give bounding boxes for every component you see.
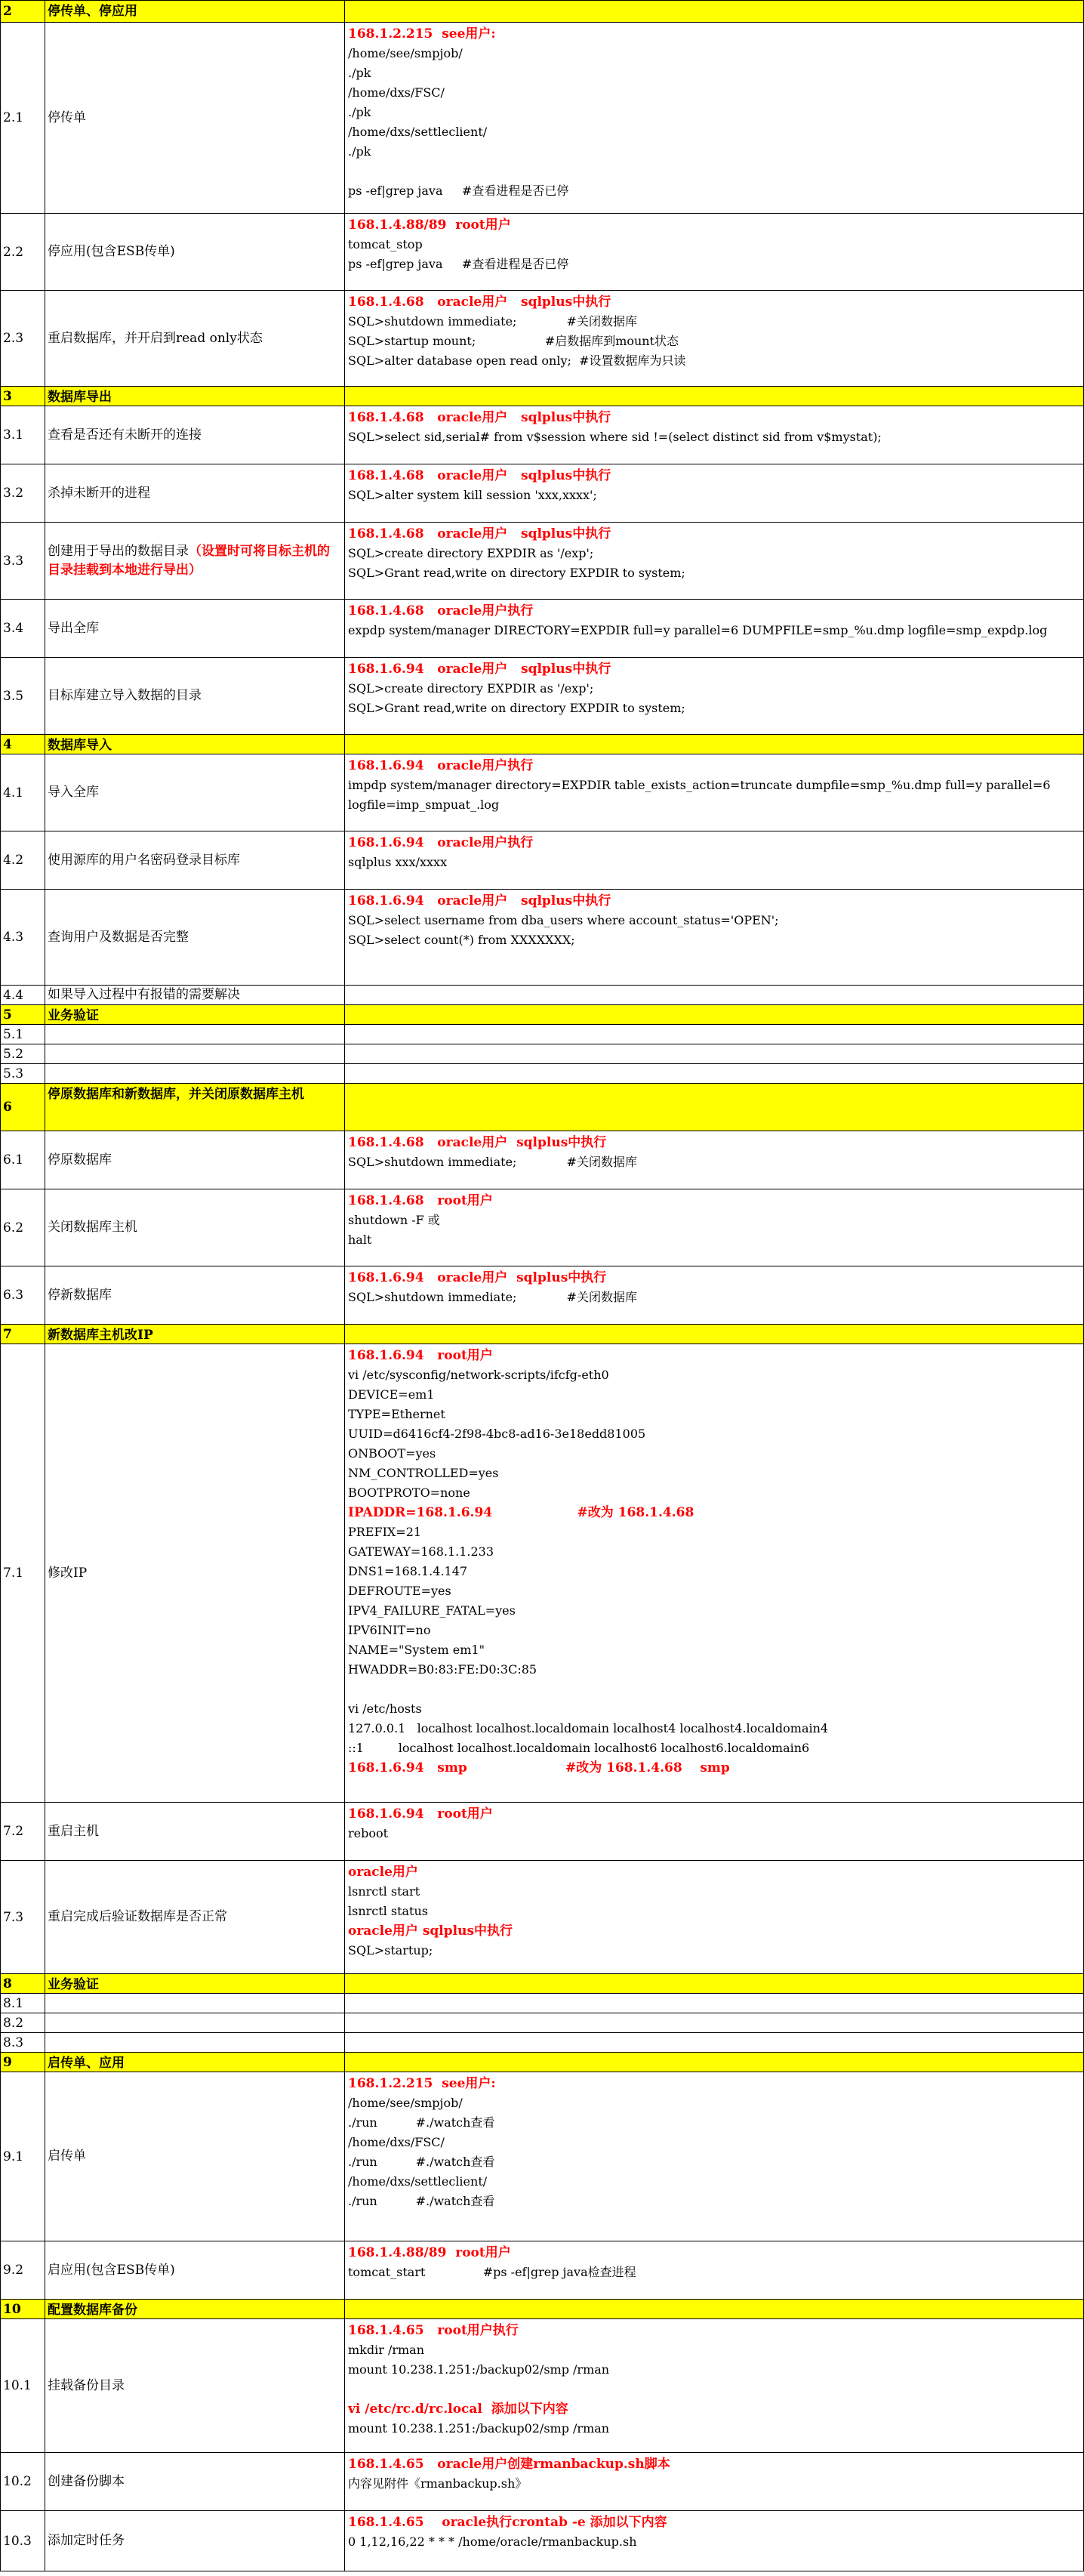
command-cell bbox=[345, 1084, 1084, 1131]
step-title bbox=[45, 600, 345, 657]
command-cell bbox=[345, 2319, 1084, 2452]
step-row bbox=[0, 600, 1084, 658]
command-line: vi /etc/sysconfig/network-scripts/ifcfg-eth0 bbox=[348, 1368, 609, 1382]
section-title bbox=[45, 2300, 345, 2318]
command-line: SQL>select count(*) from XXXXXXX; bbox=[348, 933, 575, 947]
step-number: 8 bbox=[0, 1974, 45, 1993]
command-line: lsnrctl start bbox=[348, 1884, 420, 1899]
step-number: 6.3 bbox=[0, 1266, 45, 1324]
step-title bbox=[45, 1189, 345, 1266]
section-row bbox=[0, 1084, 1084, 1131]
command-line: 127.0.0.1 localhost localhost.localdomain localhost4 localhost4.localdomain4 bbox=[348, 1721, 829, 1735]
step-row bbox=[0, 2013, 1084, 2033]
host-user-line: 168.1.4.68 oracle用户 sqlplus中执行 bbox=[348, 295, 611, 310]
step-number: 8.1 bbox=[0, 1994, 45, 2013]
host-user-line: oracle用户 bbox=[348, 1865, 418, 1880]
command-line: ./pk bbox=[348, 66, 371, 80]
step-title-text: 目标库建立导入数据的目录 bbox=[48, 688, 202, 703]
step-title-text: 停应用(包含ESB传单) bbox=[48, 244, 175, 259]
command-line: ps -ef|grep java #查看进程是否已停 bbox=[348, 257, 569, 271]
step-title-text: 停原数据库 bbox=[48, 1152, 112, 1168]
section-title bbox=[45, 1, 345, 22]
command-cell bbox=[345, 464, 1084, 522]
command-line: HWADDR=B0:83:FE:D0:3C:85 bbox=[348, 1662, 537, 1677]
step-title-text: 导出全库 bbox=[48, 620, 99, 636]
step-number: 3.1 bbox=[0, 406, 45, 464]
step-number: 2.1 bbox=[0, 23, 45, 213]
step-row bbox=[0, 1044, 1084, 1064]
step-number: 9 bbox=[0, 2053, 45, 2072]
command-line: DEFROUTE=yes bbox=[348, 1584, 451, 1598]
step-title bbox=[45, 2453, 345, 2510]
command-cell bbox=[345, 1064, 1084, 1083]
step-title bbox=[45, 464, 345, 522]
step-title-text: 挂载备份目录 bbox=[48, 2377, 125, 2393]
command-line: shutdown -F 或 bbox=[348, 1213, 440, 1227]
command-cell bbox=[345, 406, 1084, 464]
command-line: SQL>alter system kill session 'xxx,xxxx'; bbox=[348, 488, 597, 502]
step-row bbox=[0, 986, 1084, 1005]
step-row bbox=[0, 464, 1084, 523]
command-line: PREFIX=21 bbox=[348, 1525, 422, 1539]
step-title bbox=[45, 1025, 345, 1044]
step-number: 8.3 bbox=[0, 2033, 45, 2052]
step-row bbox=[0, 1064, 1084, 1084]
step-number: 6.2 bbox=[0, 1189, 45, 1266]
step-number: 2.2 bbox=[0, 214, 45, 290]
command-cell bbox=[345, 1005, 1084, 1024]
step-row bbox=[0, 2511, 1084, 2571]
step-row bbox=[0, 658, 1084, 735]
step-number: 3 bbox=[0, 387, 45, 406]
command-cell bbox=[345, 1974, 1084, 1993]
command-line: IPV6INIT=no bbox=[348, 1623, 431, 1637]
step-number: 5.2 bbox=[0, 1044, 45, 1063]
command-line bbox=[348, 2380, 1080, 2399]
host-user-line: 168.1.6.94 oracle用户执行 bbox=[348, 835, 534, 850]
step-row bbox=[0, 754, 1084, 831]
step-number: 9.1 bbox=[0, 2072, 45, 2241]
command-line bbox=[348, 1680, 1080, 1699]
command-line: ps -ef|grep java #查看进程是否已停 bbox=[348, 184, 569, 198]
command-cell bbox=[345, 2300, 1084, 2318]
command-cell bbox=[345, 2013, 1084, 2032]
command-line: ./run #./watch查看 bbox=[348, 2155, 495, 2169]
command-line: ./run #./watch查看 bbox=[348, 2194, 495, 2208]
step-number: 5.1 bbox=[0, 1025, 45, 1044]
command-line: NM_CONTROLLED=yes bbox=[348, 1466, 499, 1480]
step-title-text: 停传单、停应用 bbox=[48, 4, 137, 19]
step-number: 4.4 bbox=[0, 986, 45, 1004]
step-number: 9.2 bbox=[0, 2241, 45, 2299]
command-cell bbox=[345, 1266, 1084, 1324]
step-number: 6.1 bbox=[0, 1131, 45, 1189]
command-line: expdp system/manager DIRECTORY=EXPDIR full=y parallel=6 DUMPFILE=smp_%u.dmp logfile=smp_expdp.log bbox=[348, 623, 1048, 637]
section-row bbox=[0, 1005, 1084, 1025]
step-number: 3.2 bbox=[0, 464, 45, 522]
host-user-line: 168.1.4.65 oracle执行crontab -e 添加以下内容 bbox=[348, 2515, 667, 2530]
command-line: SQL>shutdown immediate; #关闭数据库 bbox=[348, 314, 637, 329]
step-row bbox=[0, 214, 1084, 291]
section-title bbox=[45, 735, 345, 754]
host-user-line: 168.1.4.88/89 root用户 bbox=[348, 2245, 511, 2260]
command-line: /home/dxs/settleclient/ bbox=[348, 2174, 488, 2189]
command-line: mount 10.238.1.251:/backup02/smp /rman bbox=[348, 2362, 610, 2377]
step-title bbox=[45, 2072, 345, 2241]
step-title-text: 停传单 bbox=[48, 110, 86, 125]
section-row bbox=[0, 735, 1084, 754]
step-number: 6 bbox=[0, 1084, 45, 1131]
command-cell bbox=[345, 1025, 1084, 1044]
section-row bbox=[0, 387, 1084, 406]
step-title-text: 修改IP bbox=[48, 1565, 88, 1581]
command-cell bbox=[345, 23, 1084, 213]
step-row bbox=[0, 1189, 1084, 1266]
step-number: 3.4 bbox=[0, 600, 45, 657]
step-number: 10.3 bbox=[0, 2511, 45, 2571]
step-title-text: 重启数据库，并开启到read only状态 bbox=[48, 330, 263, 346]
step-title-text: 停原数据库和新数据库，并关闭原数据库主机 bbox=[48, 1087, 304, 1102]
command-line: ./run #./watch查看 bbox=[348, 2115, 495, 2130]
command-line: SQL>select sid,serial# from v$session where sid !=(select distinct sid from v$mystat); bbox=[348, 430, 882, 444]
step-title bbox=[45, 2241, 345, 2299]
command-line: /home/see/smpjob/ bbox=[348, 46, 463, 60]
step-number: 7.2 bbox=[0, 1803, 45, 1860]
step-title bbox=[45, 1803, 345, 1860]
step-title bbox=[45, 2013, 345, 2032]
command-line: reboot bbox=[348, 1826, 389, 1840]
command-cell bbox=[345, 214, 1084, 290]
command-cell bbox=[345, 831, 1084, 889]
host-user-line: 168.1.4.68 root用户 bbox=[348, 1193, 493, 1208]
step-row bbox=[0, 1266, 1084, 1325]
step-title-text: 停新数据库 bbox=[48, 1287, 112, 1303]
command-cell bbox=[345, 1803, 1084, 1860]
step-number: 4.3 bbox=[0, 890, 45, 985]
step-title bbox=[45, 291, 345, 386]
step-number: 4 bbox=[0, 735, 45, 754]
host-user-line: 168.1.2.215 see用户: bbox=[348, 2076, 496, 2091]
step-title-text: 重启主机 bbox=[48, 1823, 99, 1839]
step-title bbox=[45, 986, 345, 1004]
host-user-line: 168.1.4.88/89 root用户 bbox=[348, 217, 511, 233]
command-line: mkdir /rman bbox=[348, 2343, 425, 2357]
host-user-line: oracle用户 sqlplus中执行 bbox=[348, 1924, 513, 1939]
command-line: UUID=d6416cf4-2f98-4bc8-ad16-3e18edd81005 bbox=[348, 1427, 646, 1441]
section-title bbox=[45, 1084, 345, 1131]
command-cell bbox=[345, 1325, 1084, 1344]
step-title bbox=[45, 831, 345, 889]
command-line: SQL>select username from dba_users where account_status='OPEN'; bbox=[348, 913, 779, 927]
command-line: SQL>create directory EXPDIR as '/exp'; bbox=[348, 546, 594, 560]
step-row bbox=[0, 523, 1084, 600]
step-title-text: 数据库导入 bbox=[48, 738, 112, 753]
host-user-line: vi /etc/rc.d/rc.local 添加以下内容 bbox=[348, 2402, 568, 2417]
host-user-line: 168.1.4.68 oracle用户 sqlplus中执行 bbox=[348, 410, 611, 425]
step-title-text: 启应用(包含ESB传单) bbox=[48, 2262, 175, 2278]
command-line: mount 10.238.1.251:/backup02/smp /rman bbox=[348, 2421, 610, 2436]
host-user-line: 168.1.6.94 oracle用户执行 bbox=[348, 758, 534, 773]
step-title-note: （设置时可将目标主机的目录挂载到本地进行导出） bbox=[48, 543, 330, 578]
step-title-text: 使用源库的用户名密码登录目标库 bbox=[48, 852, 240, 868]
command-cell bbox=[345, 1044, 1084, 1063]
host-user-line: 168.1.4.65 root用户执行 bbox=[348, 2323, 519, 2338]
step-title-text: 数据库导出 bbox=[48, 390, 112, 405]
command-cell bbox=[345, 986, 1084, 1004]
command-cell bbox=[345, 735, 1084, 754]
step-title-text: 业务验证 bbox=[48, 1008, 99, 1023]
step-title bbox=[45, 406, 345, 464]
command-cell bbox=[345, 2033, 1084, 2052]
command-line: impdp system/manager directory=EXPDIR table_exists_action=truncate dumpfile=smp_%u.dmp full=y parallel=6 logfile=imp_smpuat_.log bbox=[348, 778, 1055, 812]
step-row bbox=[0, 291, 1084, 387]
step-number: 7.1 bbox=[0, 1344, 45, 1802]
command-cell bbox=[345, 2053, 1084, 2072]
command-line: DNS1=168.1.4.147 bbox=[348, 1564, 468, 1578]
step-row bbox=[0, 831, 1084, 890]
host-user-line: 168.1.4.68 oracle用户 sqlplus中执行 bbox=[348, 1135, 607, 1150]
step-row bbox=[0, 2453, 1084, 2511]
command-cell bbox=[345, 523, 1084, 599]
command-line: DEVICE=em1 bbox=[348, 1387, 435, 1402]
command-line: ./pk bbox=[348, 105, 371, 119]
command-cell bbox=[345, 2511, 1084, 2571]
command-cell bbox=[345, 890, 1084, 985]
step-title bbox=[45, 1861, 345, 1973]
step-title bbox=[45, 2033, 345, 2052]
step-number: 3.3 bbox=[0, 523, 45, 599]
command-cell bbox=[345, 2241, 1084, 2299]
step-title bbox=[45, 1044, 345, 1063]
step-title bbox=[45, 754, 345, 831]
step-number: 3.5 bbox=[0, 658, 45, 734]
command-line: /home/see/smpjob/ bbox=[348, 2096, 463, 2110]
step-title bbox=[45, 2319, 345, 2452]
section-title bbox=[45, 387, 345, 406]
step-row bbox=[0, 2319, 1084, 2453]
command-line: /home/dxs/FSC/ bbox=[348, 85, 445, 100]
section-title bbox=[45, 1974, 345, 1993]
host-user-line: 168.1.2.215 see用户: bbox=[348, 26, 496, 42]
step-title bbox=[45, 1131, 345, 1189]
command-line: /home/dxs/FSC/ bbox=[348, 2135, 445, 2149]
step-title bbox=[45, 1994, 345, 2013]
command-cell bbox=[345, 600, 1084, 657]
command-cell bbox=[345, 658, 1084, 734]
command-line: BOOTPROTO=none bbox=[348, 1485, 470, 1500]
command-cell bbox=[345, 1344, 1084, 1802]
step-row bbox=[0, 406, 1084, 464]
host-user-line: 168.1.6.94 root用户 bbox=[348, 1348, 493, 1363]
command-line: SQL>shutdown immediate; #关闭数据库 bbox=[348, 1290, 637, 1304]
host-user-line: 168.1.6.94 root用户 bbox=[348, 1806, 493, 1822]
command-line: /home/dxs/settleclient/ bbox=[348, 125, 488, 139]
step-title-text: 关闭数据库主机 bbox=[48, 1220, 137, 1235]
section-title bbox=[45, 1325, 345, 1344]
step-row bbox=[0, 890, 1084, 986]
step-number: 7 bbox=[0, 1325, 45, 1344]
step-title-text: 查看是否还有未断开的连接 bbox=[48, 427, 202, 443]
command-cell bbox=[345, 1994, 1084, 2013]
step-title bbox=[45, 658, 345, 734]
command-line: ::1 localhost localhost.localdomain localhost6 localhost6.localdomain6 bbox=[348, 1741, 810, 1755]
step-row bbox=[0, 2072, 1084, 2241]
command-cell bbox=[345, 1131, 1084, 1189]
step-title-text: 如果导入过程中有报错的需要解决 bbox=[48, 987, 240, 1002]
host-user-line: IPADDR=168.1.6.94 #改为 168.1.4.68 bbox=[348, 1505, 694, 1520]
step-title-text: 添加定时任务 bbox=[48, 2533, 125, 2548]
step-number: 5.3 bbox=[0, 1064, 45, 1083]
step-row bbox=[0, 1131, 1084, 1189]
step-title-text: 创建用于导出的数据目录 bbox=[48, 543, 189, 559]
step-title-text: 重启完成后验证数据库是否正常 bbox=[48, 1909, 227, 1924]
step-number: 5 bbox=[0, 1005, 45, 1024]
command-line: tomcat_stop bbox=[348, 237, 423, 251]
section-title bbox=[45, 1005, 345, 1024]
step-title bbox=[45, 1266, 345, 1324]
step-number: 2 bbox=[0, 1, 45, 22]
command-cell bbox=[345, 1, 1084, 22]
command-line: SQL>Grant read,write on directory EXPDIR to system; bbox=[348, 701, 685, 715]
section-row bbox=[0, 2300, 1084, 2319]
command-line: SQL>shutdown immediate; #关闭数据库 bbox=[348, 1155, 637, 1169]
host-user-line: 168.1.4.68 oracle用户 sqlplus中执行 bbox=[348, 526, 611, 541]
step-number: 4.2 bbox=[0, 831, 45, 889]
command-line: ./pk bbox=[348, 144, 371, 159]
command-line: SQL>Grant read,write on directory EXPDIR to system; bbox=[348, 566, 685, 580]
step-title bbox=[45, 523, 345, 599]
command-line: lsnrctl status bbox=[348, 1904, 428, 1918]
step-title-text: 导入全库 bbox=[48, 785, 99, 800]
step-number: 10.2 bbox=[0, 2453, 45, 2510]
step-number: 4.1 bbox=[0, 754, 45, 831]
section-title bbox=[45, 2053, 345, 2072]
step-row bbox=[0, 1344, 1084, 1803]
step-title-text: 查询用户及数据是否完整 bbox=[48, 929, 189, 945]
host-user-line: 168.1.6.94 oracle用户 sqlplus中执行 bbox=[348, 1270, 607, 1285]
command-line: TYPE=Ethernet bbox=[348, 1407, 445, 1421]
section-row bbox=[0, 1325, 1084, 1344]
command-line: sqlplus xxx/xxxx bbox=[348, 855, 448, 869]
command-line: NAME="System em1" bbox=[348, 1643, 485, 1657]
step-number: 2.3 bbox=[0, 291, 45, 386]
command-line: halt bbox=[348, 1232, 372, 1247]
step-number: 8.2 bbox=[0, 2013, 45, 2032]
step-title bbox=[45, 1344, 345, 1802]
command-line: SQL>startup; bbox=[348, 1943, 433, 1957]
command-cell bbox=[345, 1189, 1084, 1266]
step-title-text: 启传单 bbox=[48, 2149, 86, 2164]
step-title-text: 启传单、应用 bbox=[48, 2056, 125, 2071]
step-title-text: 业务验证 bbox=[48, 1977, 99, 1992]
step-row bbox=[0, 2241, 1084, 2300]
command-line: SQL>startup mount; #启数据库到mount状态 bbox=[348, 334, 679, 348]
step-row bbox=[0, 1803, 1084, 1861]
step-row bbox=[0, 1025, 1084, 1044]
step-row bbox=[0, 1994, 1084, 2013]
command-line: IPV4_FAILURE_FATAL=yes bbox=[348, 1603, 516, 1618]
step-row bbox=[0, 2033, 1084, 2053]
host-user-line: 168.1.6.94 smp #改为 168.1.4.68 smp bbox=[348, 1760, 730, 1775]
command-line: ONBOOT=yes bbox=[348, 1446, 436, 1461]
host-user-line: 168.1.4.68 oracle用户 sqlplus中执行 bbox=[348, 468, 611, 483]
host-user-line: 168.1.4.65 oracle用户创建rmanbackup.sh脚本 bbox=[348, 2457, 670, 2472]
step-row bbox=[0, 1861, 1084, 1974]
step-number: 7.3 bbox=[0, 1861, 45, 1973]
command-line: tomcat_start #ps -ef|grep java检查进程 bbox=[348, 2265, 636, 2279]
command-cell bbox=[345, 2072, 1084, 2241]
step-number: 10 bbox=[0, 2300, 45, 2318]
step-title-text: 杀掉未断开的进程 bbox=[48, 485, 150, 501]
command-line: GATEWAY=168.1.1.233 bbox=[348, 1544, 494, 1559]
step-title-text: 新数据库主机改IP bbox=[48, 1328, 153, 1343]
command-line: vi /etc/hosts bbox=[348, 1701, 422, 1716]
command-cell bbox=[345, 291, 1084, 386]
host-user-line: 168.1.4.68 oracle用户执行 bbox=[348, 603, 534, 619]
command-line: SQL>create directory EXPDIR as '/exp'; bbox=[348, 681, 594, 696]
command-cell bbox=[345, 387, 1084, 406]
command-line bbox=[348, 162, 1080, 181]
step-title bbox=[45, 23, 345, 213]
step-title bbox=[45, 214, 345, 290]
step-title bbox=[45, 1064, 345, 1083]
command-line: SQL>alter database open read only; #设置数据库为只读 bbox=[348, 353, 686, 368]
section-row bbox=[0, 1974, 1084, 1994]
command-cell bbox=[345, 754, 1084, 831]
step-number: 10.1 bbox=[0, 2319, 45, 2452]
command-line: 内容见附件《rmanbackup.sh》 bbox=[348, 2476, 528, 2491]
step-title bbox=[45, 890, 345, 985]
step-title-text: 创建备份脚本 bbox=[48, 2473, 125, 2489]
command-cell bbox=[345, 2453, 1084, 2510]
command-cell bbox=[345, 1861, 1084, 1973]
section-row bbox=[0, 0, 1084, 23]
section-row bbox=[0, 2053, 1084, 2072]
command-line: 0 1,12,16,22 * * * /home/oracle/rmanbackup.sh bbox=[348, 2534, 637, 2549]
host-user-line: 168.1.6.94 oracle用户 sqlplus中执行 bbox=[348, 662, 611, 677]
host-user-line: 168.1.6.94 oracle用户 sqlplus中执行 bbox=[348, 893, 611, 909]
step-title-text: 配置数据库备份 bbox=[48, 2303, 137, 2318]
step-row bbox=[0, 23, 1084, 214]
step-title bbox=[45, 2511, 345, 2571]
